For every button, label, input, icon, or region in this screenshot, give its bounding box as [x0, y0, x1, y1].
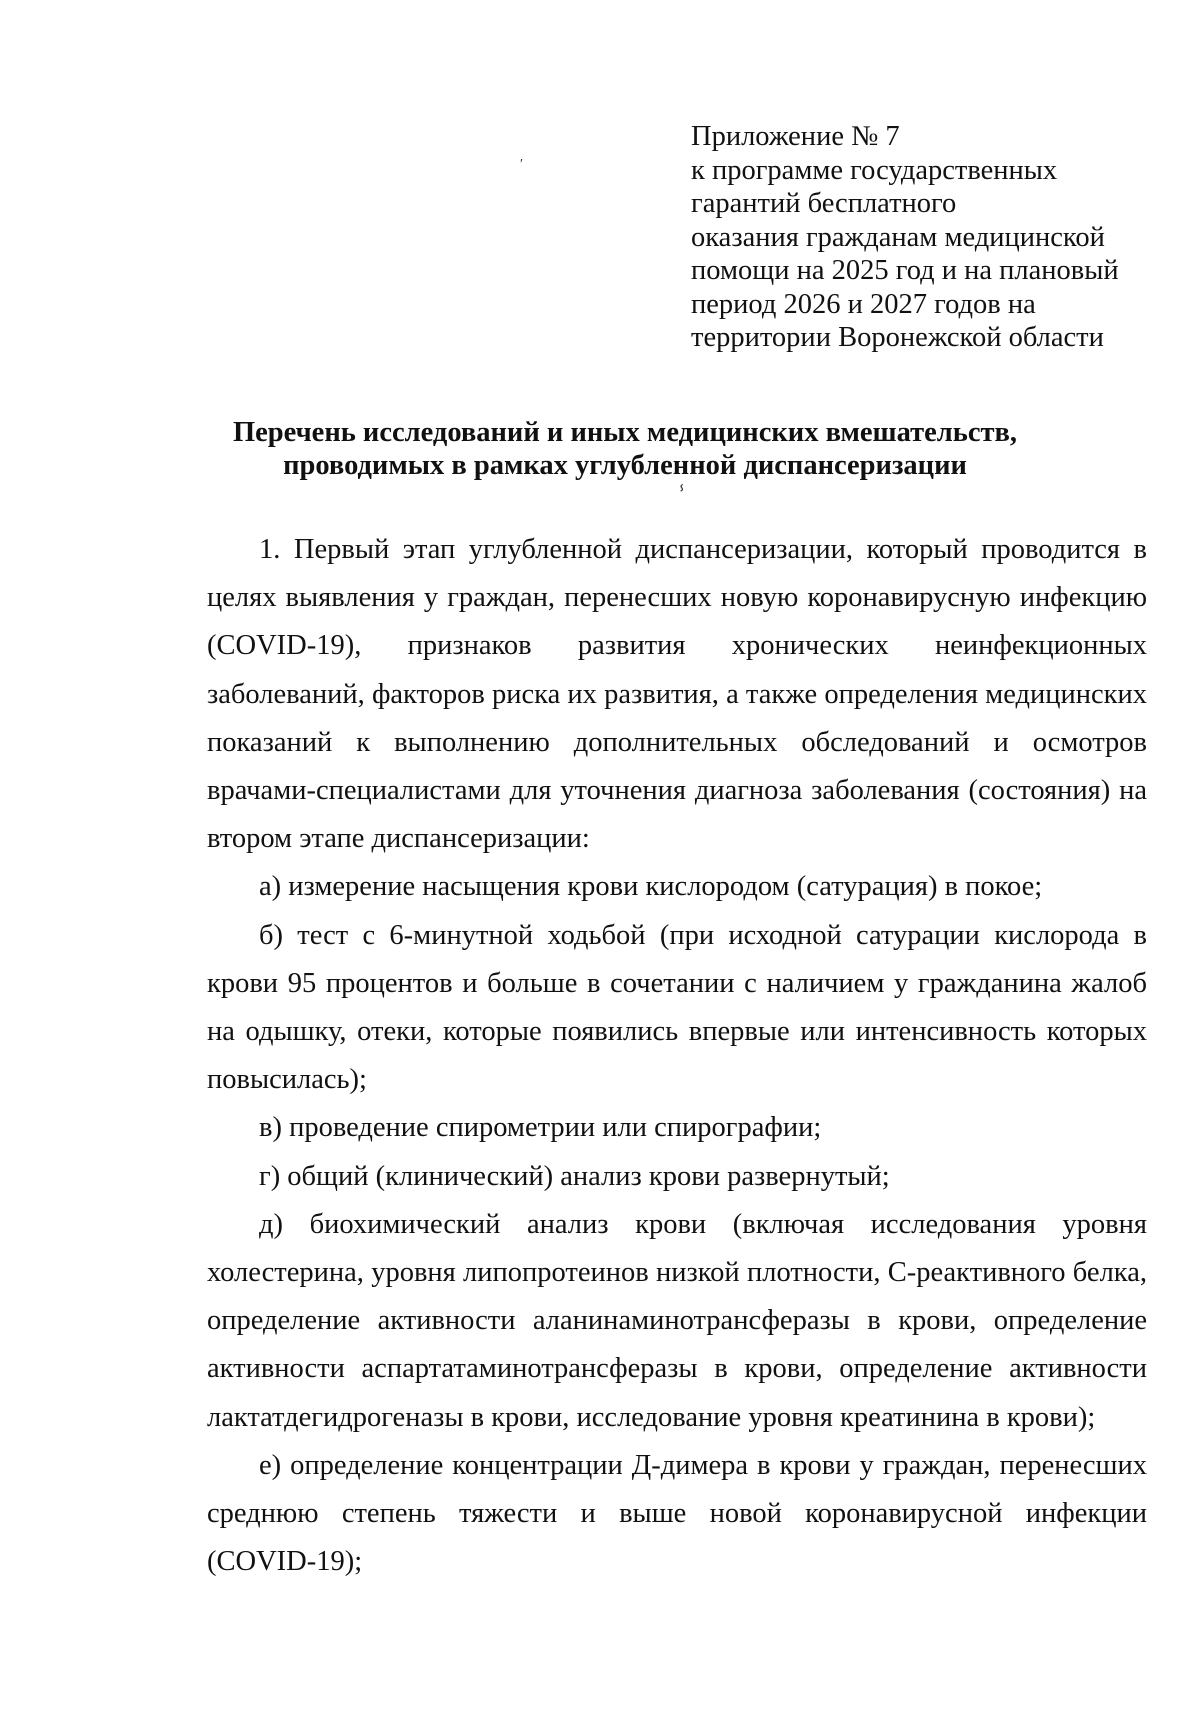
scan-artifact-2: ⸯ — [676, 487, 688, 509]
annex-line: к программе государственных — [691, 154, 1058, 186]
list-item-e: е) определение концентрации Д-димера в крови у граждан, перенесших среднюю степень тяжести и выше новой коронавирусной инфекции (COVID-19); — [207, 1449, 1147, 1578]
scan-artifact: ′ — [520, 157, 524, 172]
title-line-2: проводимых в рамках углубленной диспансеризации — [283, 450, 967, 481]
annex-line: оказания гражданам медицинской — [691, 221, 1105, 253]
list-item-b: б) тест с 6-минутной ходьбой (при исходной сатурации кислорода в крови 95 процентов и больше в сочетании с наличием у гражданина жалоб на одышку, отеки, которые появились впервые или интенсивность которых повысилась); — [207, 919, 1147, 1096]
annex-line: гарантий бесплатного — [691, 188, 957, 219]
list-item-g: г) общий (клинический) анализ крови развернутый; — [259, 1160, 890, 1192]
annex-line: территории Воронежской области — [691, 322, 1104, 353]
annex-line: период 2026 и 2027 годов на — [691, 288, 1036, 320]
list-item-a: а) измерение насыщения крови кислородом (сатурация) в покое; — [259, 871, 1043, 903]
list-item-v: в) проведение спирометрии или спирографии; — [259, 1112, 822, 1144]
annex-line: Приложение № 7 — [691, 121, 900, 152]
annex-line: помощи на 2025 год и на плановый — [691, 255, 1119, 286]
document-title — [200, 416, 1050, 482]
title-line-1: Перечень исследований и иных медицинских вмешательств, — [232, 417, 1017, 448]
paragraph-intro: 1. Первый этап углубленной диспансеризации, который проводится в целях выявления у граждан, перенесших новую коронавирусную инфекцию (COVID-19), признаков развития хронических неинфекционных заболеваний, факторов риска их развития, а также определения медицинских показаний к выполнению дополнительных обследований и осмотров врачами-специалистами для уточнения диагноза заболевания (состояния) на втором этапе диспансеризации: — [207, 534, 1147, 855]
document-body — [207, 526, 1147, 1586]
list-item-d: д) биохимический анализ крови (включая исследования уровня холестерина, уровня липопротеинов низкой плотности, С-реактивного белка, определение активности аланинаминотрансферазы в крови, определение активности аспартатаминотрансферазы в крови, определение активности лактатдегидрогеназы в крови, исследование уровня креатинина в крови); — [207, 1208, 1147, 1433]
annex-header — [691, 120, 1171, 355]
